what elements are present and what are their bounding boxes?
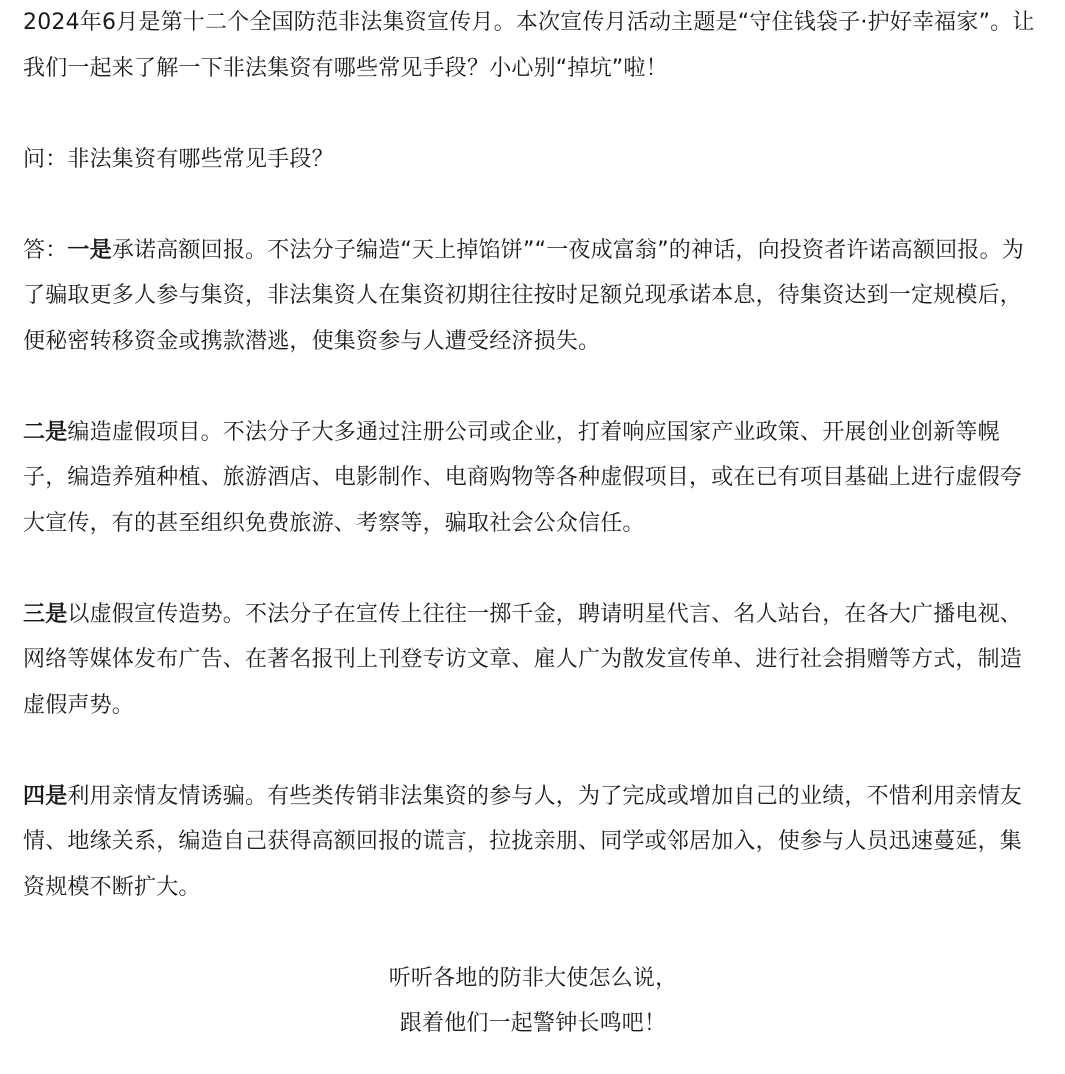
point-text: 利用亲情友情诱骗。有些类传销非法集资的参与人，为了完成或增加自己的业绩，不惜利用亲情友情、地缘关系，编造自己获得高额回报的谎言，拉拢亲朋、同学或邻居加入，使参与人员迅速蔓延，集资规模不断扩大。 — [23, 783, 1023, 900]
answer-prefix: 答： — [23, 237, 68, 263]
point-text: 承诺高额回报。不法分子编造“天上掉馅饼”“一夜成富翁”的神话，向投资者许诺高额回报。为了骗取更多人参与集资，非法集资人在集资初期往往按时足额兑现承诺本息，待集资达到一定规模后，便秘密转移资金或携款潜逃，使集资参与人遭受经济损失。 — [23, 237, 1025, 354]
paragraph-gap — [23, 546, 1043, 592]
answer-point-3 — [23, 592, 1043, 729]
paragraph-gap — [23, 728, 1043, 774]
point-lead: 一是 — [67, 237, 112, 263]
closing-line-2: 跟着他们一起警钟长鸣吧！ — [399, 1011, 667, 1036]
intro-paragraph: 2024年6月是第十二个全国防范非法集资宣传月。本次宣传月活动主题是“守住钱袋子·护好幸福家”。让我们一起来了解一下非法集资有哪些常见手段？小心别“掉坑”啦！ — [23, 10, 1035, 81]
answer-point-1 — [23, 228, 1043, 365]
paragraph-gap — [23, 182, 1043, 228]
point-lead: 二是 — [23, 419, 68, 445]
question-paragraph: 问：非法集资有哪些常见手段？ — [23, 146, 334, 172]
point-lead: 四是 — [23, 783, 68, 809]
paragraph-gap — [23, 910, 1043, 956]
point-text: 编造虚假项目。不法分子大多通过注册公司或企业，打着响应国家产业政策、开展创业创新等幌子，编造养殖种植、旅游酒店、电影制作、电商购物等各种虚假项目，或在已有项目基础上进行虚假夸大宣传，有的甚至组织免费旅游、考察等，骗取社会公众信任。 — [23, 419, 1023, 536]
point-lead: 三是 — [23, 601, 68, 627]
point-text: 以虚假宣传造势。不法分子在宣传上往往一掷千金，聘请明星代言、名人站台，在各大广播电视、网络等媒体发布广告、在著名报刊上刊登专访文章、雇人广为散发宣传单、进行社会捐赠等方式，制造虚假声势。 — [23, 601, 1023, 718]
paragraph-gap — [23, 364, 1043, 410]
closing-line-1: 听听各地的防非大使怎么说， — [388, 965, 678, 991]
answer-point-4 — [23, 774, 1043, 911]
answer-point-2 — [23, 410, 1043, 547]
paragraph-gap — [23, 91, 1043, 137]
article-body — [23, 0, 1043, 1047]
